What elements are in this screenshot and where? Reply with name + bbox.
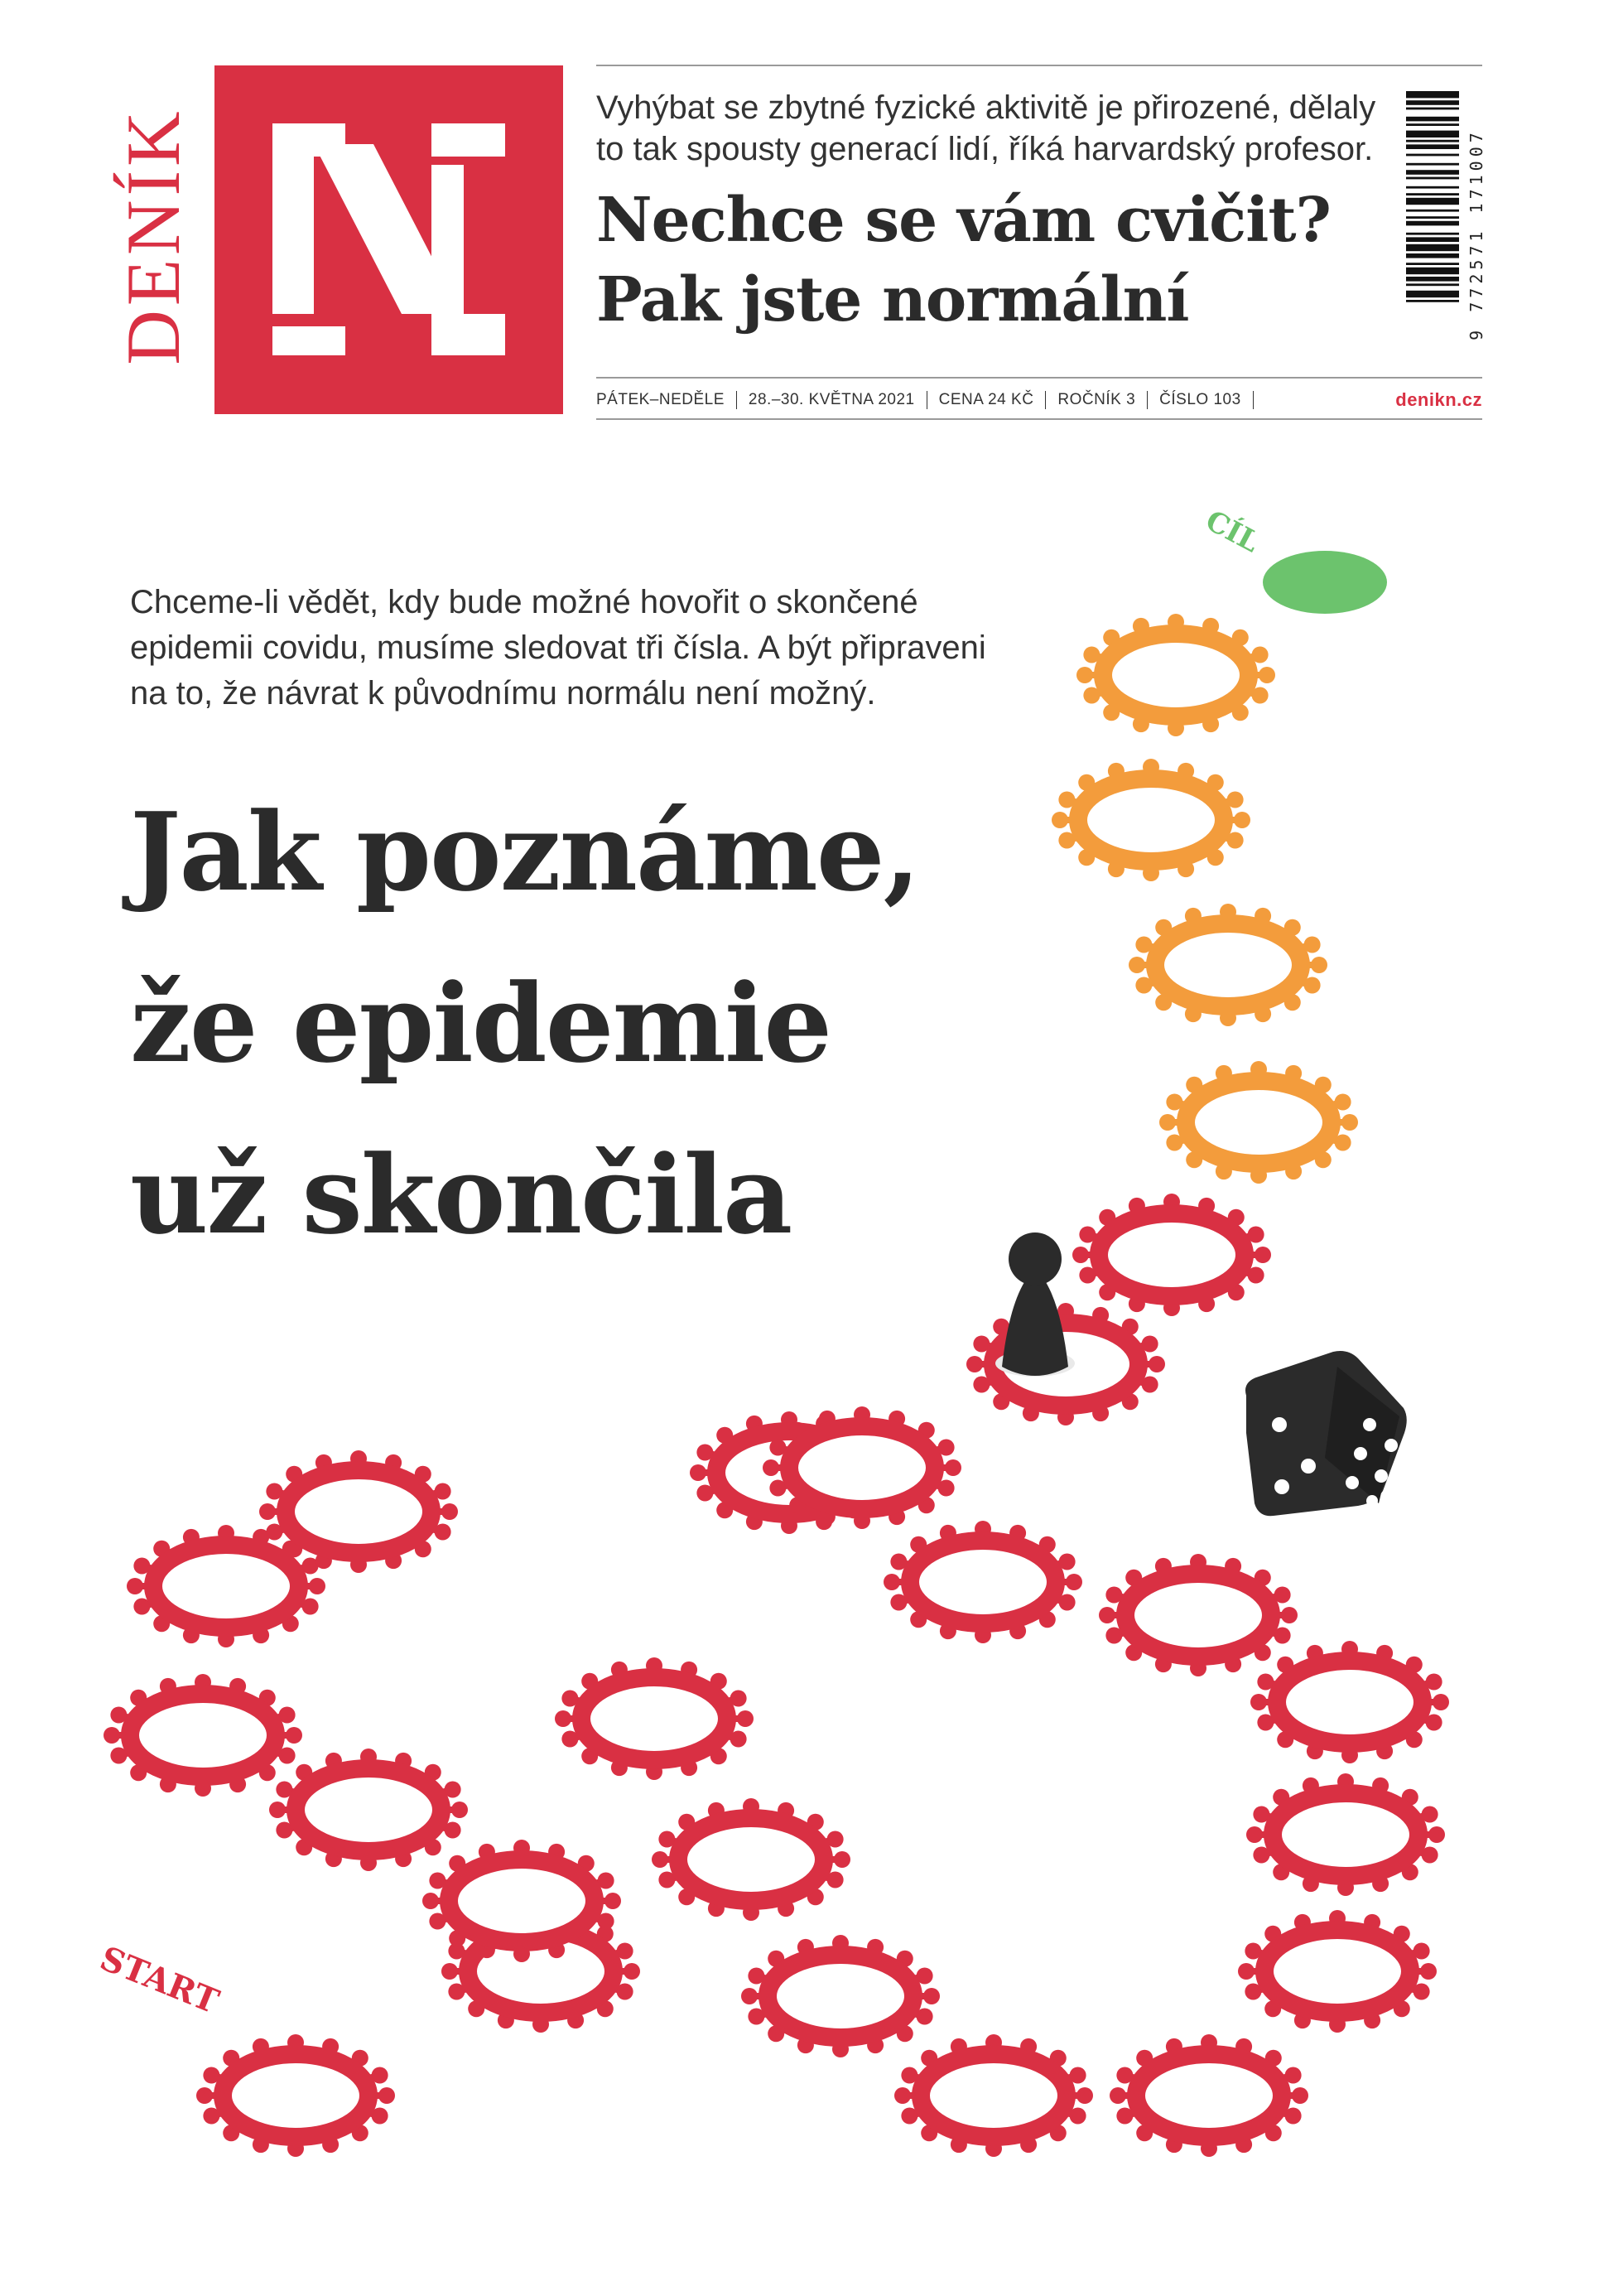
issue-days: PÁTEK–NEDĚLE (596, 391, 737, 409)
goal-marker (1200, 504, 1387, 614)
virus-space (1110, 2034, 1308, 2157)
virus-space (1076, 614, 1275, 736)
virus-space (1238, 1910, 1437, 2033)
issue-volume: ROČNÍK 3 (1046, 391, 1148, 409)
story-headline-line1: Jak poznáme, (130, 789, 919, 915)
virus-space (1052, 759, 1250, 881)
goal-label: CÍL (1200, 504, 1265, 560)
virus-space (1072, 1194, 1271, 1316)
issue-number: ČÍSLO 103 (1148, 391, 1254, 409)
virus-space (1099, 1554, 1298, 1676)
virus-space (1246, 1773, 1445, 1896)
virus-space (1250, 1641, 1449, 1763)
virus-space (894, 2034, 1093, 2157)
issue-dates: 28.–30. KVĚTNA 2021 (737, 391, 927, 409)
story-headline-line3: už skončila (130, 1131, 792, 1258)
story-lede[interactable]: Chceme-li vědět, kdy bude možné hovořit o skončené epidemii covidu, musíme sledovat tři čísla. A být připraveni na to, že návrat k původnímu normálu není možný. (130, 584, 986, 711)
virus-space (741, 1935, 940, 2057)
virus-space (269, 1749, 468, 1871)
issue-price: CENA 24 KČ (927, 391, 1047, 409)
goal-ellipse (1263, 551, 1387, 614)
virus-space (104, 1674, 302, 1797)
virus-space (196, 2034, 395, 2157)
story-headline-line2: že epidemie (130, 960, 831, 1087)
teaser-headline-line2: Pak jste normální (596, 264, 1189, 335)
virus-space (884, 1521, 1082, 1643)
virus-space (555, 1657, 754, 1780)
virus-space (1129, 904, 1327, 1026)
virus-space (422, 1840, 621, 1962)
teaser-headline-line1: Nechce se vám cvičit? (596, 185, 1331, 256)
brand-wordmark-text: DENÍK (111, 107, 195, 365)
virus-space (652, 1798, 850, 1921)
virus-space (763, 1406, 961, 1529)
die-icon (1245, 1351, 1407, 1516)
site-link[interactable]: denikn.cz (1395, 389, 1482, 410)
virus-space (259, 1450, 458, 1573)
barcode-number: 9 772571 171007 (1466, 128, 1486, 340)
teaser-kicker[interactable]: Vyhýbat se zbytné fyzické aktivitě je přirozené, dělaly to tak spousty generací lidí, říká harvardský profesor. (596, 89, 1376, 167)
virus-space (1159, 1061, 1358, 1184)
start-label: START (94, 1938, 224, 2022)
start-label-group (94, 1939, 224, 2022)
